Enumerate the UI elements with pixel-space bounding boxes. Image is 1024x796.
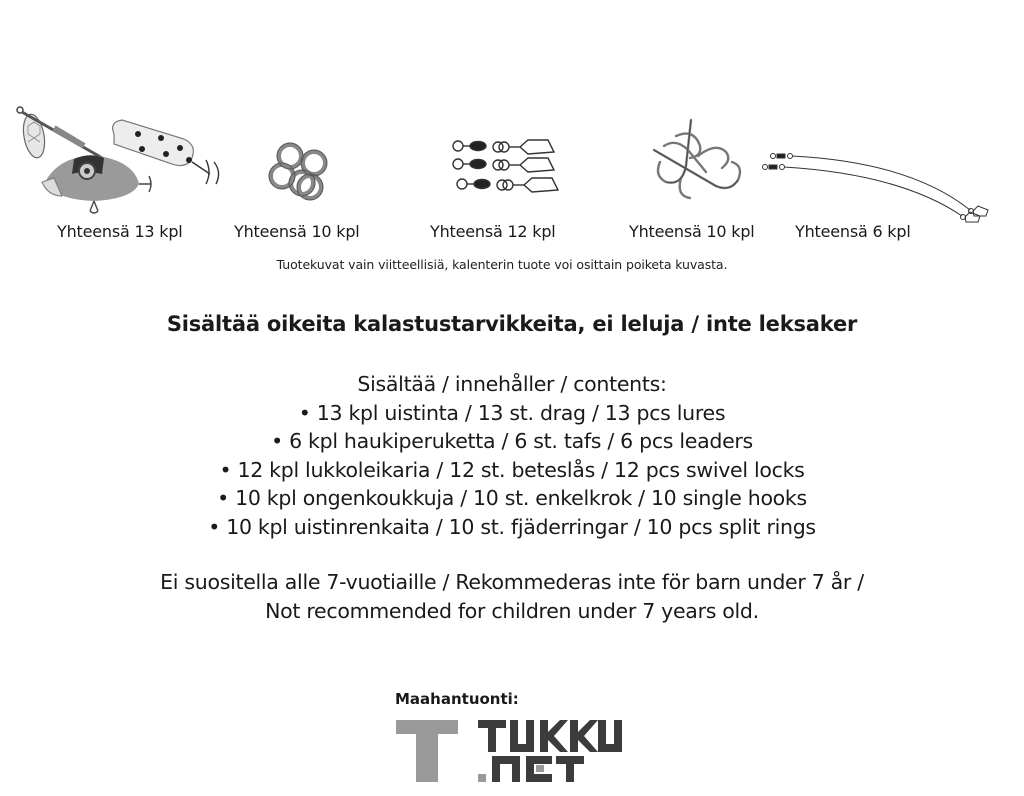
age-warning xyxy=(0,568,1024,626)
contents-item: • 10 kpl ongenkoukkuja / 10 st. enkelkrok / 10 single hooks xyxy=(217,486,807,511)
image-disclaimer: Tuotekuvat vain viitteellisiä, kalenterin tuote voi osittain poiketa kuvasta. xyxy=(276,257,728,272)
swivel-locks-image xyxy=(450,138,565,202)
contents-title: Sisältää / innehåller / contents: xyxy=(357,372,667,396)
contents-item: • 12 kpl lukkoleikaria / 12 st. beteslås / 12 pcs swivel locks xyxy=(219,457,805,482)
product-count-hooks: Yhteensä 10 kpl xyxy=(629,222,755,241)
product-count-split-rings: Yhteensä 10 kpl xyxy=(234,222,360,241)
age-warning-line-2: Not recommended for children under 7 years old. xyxy=(265,599,759,623)
real-fishing-gear-heading: Sisältää oikeita kalastustarvikkeita, ei leluja / inte leksaker xyxy=(166,312,858,336)
contents-item: • 6 kpl haukiperuketta / 6 st. tafs / 6 pcs leaders xyxy=(271,429,753,454)
contents-item: • 10 kpl uistinrenkaita / 10 st. fjäderringar / 10 pcs split rings xyxy=(208,514,816,539)
contents-item: • 13 kpl uistinta / 13 st. drag / 13 pcs lures xyxy=(298,400,726,425)
leaders-image xyxy=(760,150,990,224)
hooks-image xyxy=(646,116,752,202)
product-count-swivel-locks: Yhteensä 12 kpl xyxy=(430,222,556,241)
lures-image xyxy=(14,104,234,219)
product-count-lures: Yhteensä 13 kpl xyxy=(57,222,183,241)
split-rings-image xyxy=(262,136,342,206)
tukku-net-logo xyxy=(394,718,624,786)
product-count-leaders: Yhteensä 6 kpl xyxy=(795,222,911,241)
contents-list xyxy=(0,370,1024,542)
importer-label: Maahantuonti: xyxy=(395,690,519,708)
age-warning-line-1: Ei suositella alle 7-vuotiaille / Rekommederas inte för barn under 7 år / xyxy=(160,570,864,594)
